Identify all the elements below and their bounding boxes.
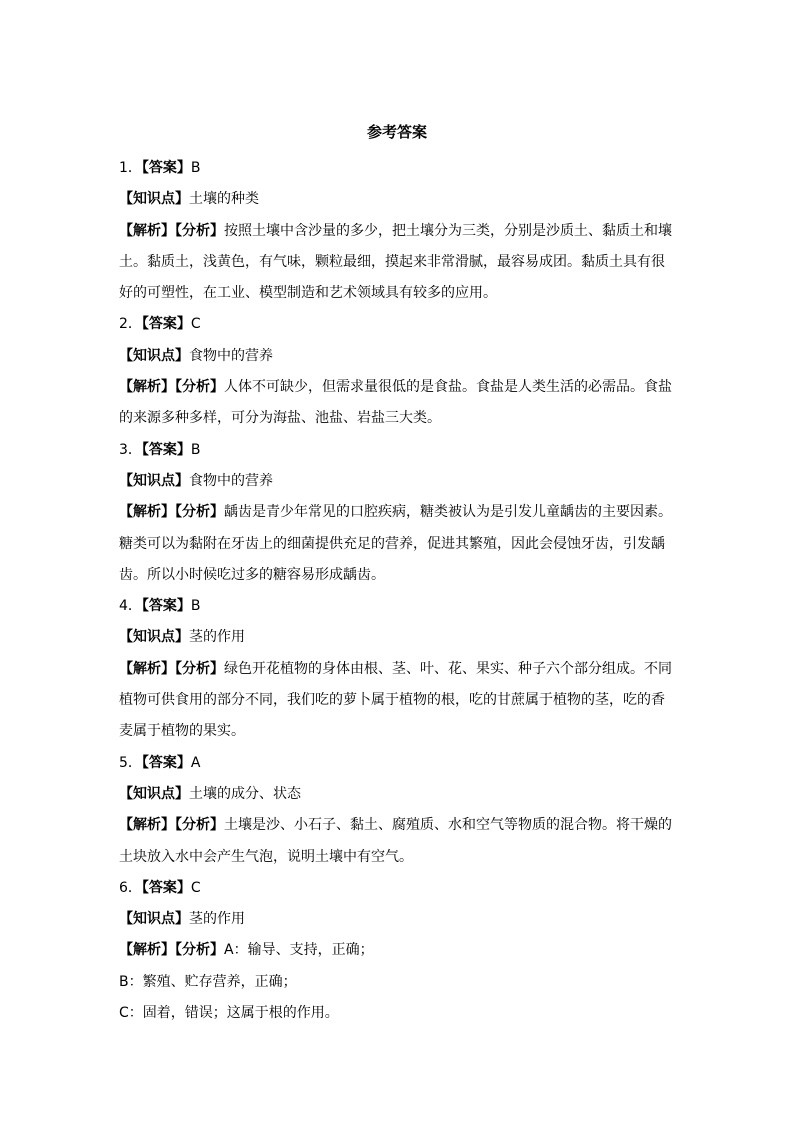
section-tag: 【解析】【分析】 [119,660,224,677]
answer-line [119,372,677,403]
section-tag: 【答案】 [141,598,191,615]
answer-text: 绿色开花植物的身体由根、茎、叶、花、果实、种子六个部分组成。不同 [224,660,672,677]
section-tag: 【答案】 [141,160,191,176]
answer-text: 6． [119,879,142,896]
section-tag: 【答案】 [141,441,191,458]
answer-line [119,309,677,340]
answer-text: 食物中的营养 [189,472,273,489]
section-tag: 【答案】 [141,879,191,896]
answer-item-4 [119,591,677,747]
answer-list [119,153,677,1029]
answer-text: B [190,160,201,176]
answer-text: 土壤是沙、小石子、黏土、腐殖质、水和空气等物质的混合物。将干燥的 [224,817,672,834]
section-tag: 【解析】【分析】 [119,942,224,959]
answer-text: 土。黏质土，浅黄色，有气味，颗粒最细，摸起来非常滑腻，最容易成团。黏质土具有很 [119,253,665,270]
answer-text: 5． [119,754,142,771]
answer-line [119,716,677,747]
section-tag: 【解析】【分析】 [119,379,224,396]
answer-text: 土壤的种类 [189,191,259,208]
answer-line [119,685,677,716]
answer-text: 好的可塑性，在工业、模型制造和艺术领域具有较多的应用。 [119,285,497,302]
section-tag: 【解析】【分析】 [119,817,224,834]
answer-text: 龋齿是青少年常见的口腔疾病，糖类被认为是引发儿童龋齿的主要因素。 [224,504,672,521]
answer-line [119,654,677,685]
answer-item-5 [119,748,677,873]
answer-text: 土块放入水中会产生气泡，说明土壤中有空气。 [119,848,413,865]
answer-line [119,278,677,309]
answer-text: A [190,754,201,771]
answer-text: 按照土壤中含沙量的多少，把土壤分为三类，分别是沙质土、黏质土和壤 [224,222,672,239]
answer-text: 1． [119,160,142,176]
answer-line [119,904,677,935]
section-tag: 【知识点】 [119,472,189,489]
answer-line [119,873,677,904]
answer-line [119,622,677,653]
answer-line [119,341,677,372]
section-tag: 【知识点】 [119,629,189,646]
answer-text: C：固着，错误；这属于根的作用。 [119,1005,339,1022]
answer-line [119,967,677,998]
answer-line [119,998,677,1029]
section-tag: 【知识点】 [119,785,189,802]
section-tag: 【解析】【分析】 [119,504,224,521]
section-tag: 【知识点】 [119,347,189,364]
answer-text: A：输导、支持，正确； [224,942,374,959]
answer-line [119,529,677,560]
section-tag: 【答案】 [141,754,191,771]
answer-line [119,216,677,247]
answer-line [119,935,677,966]
section-tag: 【答案】 [141,316,191,333]
answer-item-6 [119,873,677,1029]
answer-text: 糖类可以为黏附在牙齿上的细菌提供充足的营养，促进其繁殖，因此会侵蚀牙齿，引发龋 [119,535,665,552]
answer-line [119,184,677,215]
section-tag: 【知识点】 [119,911,189,928]
answer-text: 土壤的成分、状态 [189,785,301,802]
answer-text: 齿。所以小时候吃过多的糖容易形成龋齿。 [119,566,385,583]
answer-text: 茎的作用 [189,629,245,646]
answer-line [119,497,677,528]
answer-item-1 [119,153,677,309]
section-tag: 【知识点】 [119,191,189,208]
answer-line [119,779,677,810]
answer-text: 的来源多种多样，可分为海盐、池盐、岩盐三大类。 [119,410,441,427]
answer-text: B：繁殖、贮存营养，正确； [119,973,297,990]
answer-line [119,403,677,434]
answer-item-3 [119,435,677,591]
answer-text: B [190,441,201,458]
answer-text: 植物可供食用的部分不同，我们吃的萝卜属于植物的根，吃的甘蔗属于植物的茎，吃的香 [119,692,665,709]
section-tag: 【解析】【分析】 [119,222,224,239]
answer-text: 2． [119,316,142,333]
answer-line [119,591,677,622]
answer-item-2 [119,309,677,434]
answer-text: 人体不可缺少，但需求量很低的是食盐。食盐是人类生活的必需品。食盐 [224,379,672,396]
page-title: 参考答案 [366,123,427,141]
answer-text: 麦属于植物的果实。 [119,723,245,740]
answer-text: 4． [119,598,142,615]
answer-text: 食物中的营养 [189,347,273,364]
answer-text: C [190,879,201,896]
answer-line [119,435,677,466]
answer-text: B [190,598,201,615]
answer-line [119,466,677,497]
answer-line [119,842,677,873]
answer-text: C [190,316,201,333]
answer-text: 茎的作用 [189,911,245,928]
answer-line [119,247,677,278]
answer-line [119,748,677,779]
answer-line [119,560,677,591]
answer-line [119,153,677,184]
answer-line [119,810,677,841]
answer-text: 3． [119,441,142,458]
